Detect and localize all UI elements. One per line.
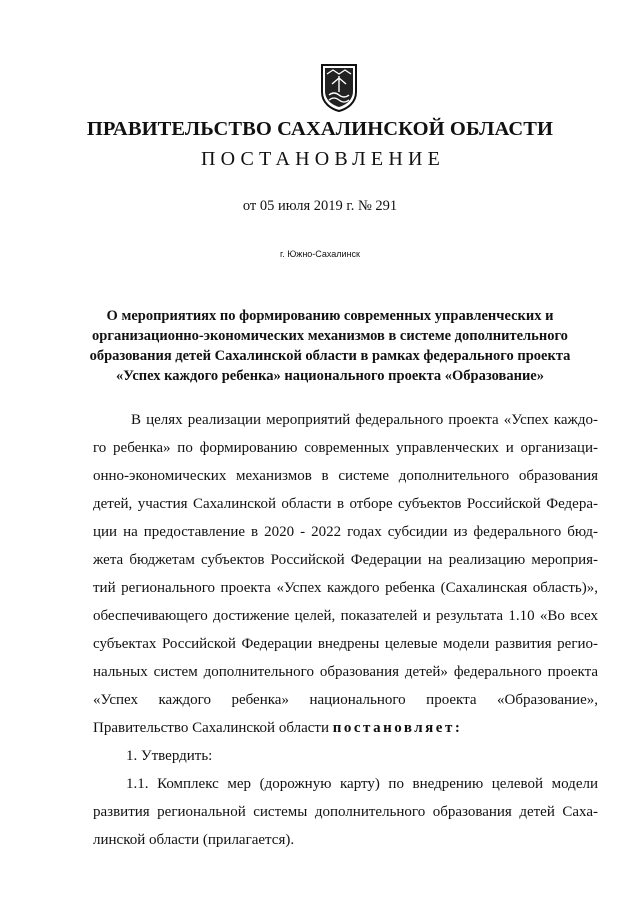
body-line: ции на предоставление в 2020 - 2022 годах субсидии из федерального бюд-: [93, 524, 598, 540]
body-line: детей, участия Сахалинской области в отборе субъектов Российской Федера-: [93, 496, 598, 512]
document-type: ПОСТАНОВЛЕНИЕ: [200, 148, 446, 170]
body-line: онно-экономических механизмов в системе дополнительного образования: [93, 468, 598, 484]
body-line: «Успех каждого ребенка» национального проекта «Образование»,: [93, 692, 598, 708]
decree-keyword: постановляет:: [332, 720, 463, 736]
subject-line: образования детей Сахалинской области в рамках федерального проекта: [89, 348, 571, 364]
body-line: обеспечивающего достижение целей, показателей и результата 1.10 «Во всех: [93, 608, 598, 624]
body-line: нальных систем дополнительного образования детей» федерального проекта: [93, 664, 598, 680]
decree-subject: [60, 306, 600, 386]
decree-body: [93, 406, 598, 854]
decree-date-number: от 05 июля 2019 г. № 291: [242, 198, 398, 214]
closing-prefix: Правительство Сахалинской области: [93, 720, 329, 736]
item-1-1-line: 1.1. Комплекс мер (дорожную карту) по внедрению целевой модели: [126, 776, 598, 792]
subject-line: организационно-экономических механизмов в системе дополнительного: [92, 328, 568, 344]
body-line: В целях реализации мероприятий федерального проекта «Успех каждо-: [131, 412, 598, 428]
item-1-1-line: развития региональной системы дополнительного образования детей Саха-: [93, 804, 598, 820]
government-title: ПРАВИТЕЛЬСТВО САХАЛИНСКОЙ ОБЛАСТИ: [86, 118, 554, 140]
subject-line: О мероприятиях по формированию современных управленческих и: [106, 308, 554, 324]
item-1-1-line: линской области (прилагается).: [93, 832, 295, 848]
body-line: тий регионального проекта «Успех каждого ребенка (Сахалинская область)»,: [93, 580, 598, 596]
coat-of-arms-emblem: [319, 62, 359, 112]
body-line: субъектах Российской Федерации внедрены целевые модели развития регио-: [93, 636, 598, 652]
city-name: г. Южно-Сахалинск: [280, 249, 360, 259]
body-line: жета бюджетам субъектов Российской Федерации на реализацию мероприя-: [93, 552, 598, 568]
item-1: 1. Утвердить:: [126, 748, 213, 764]
body-line: го ребенка» по формированию современных управленческих и организаци-: [93, 440, 598, 456]
closing-line: [93, 714, 598, 742]
subject-line: «Успех каждого ребенка» национального проекта «Образование»: [116, 368, 544, 384]
